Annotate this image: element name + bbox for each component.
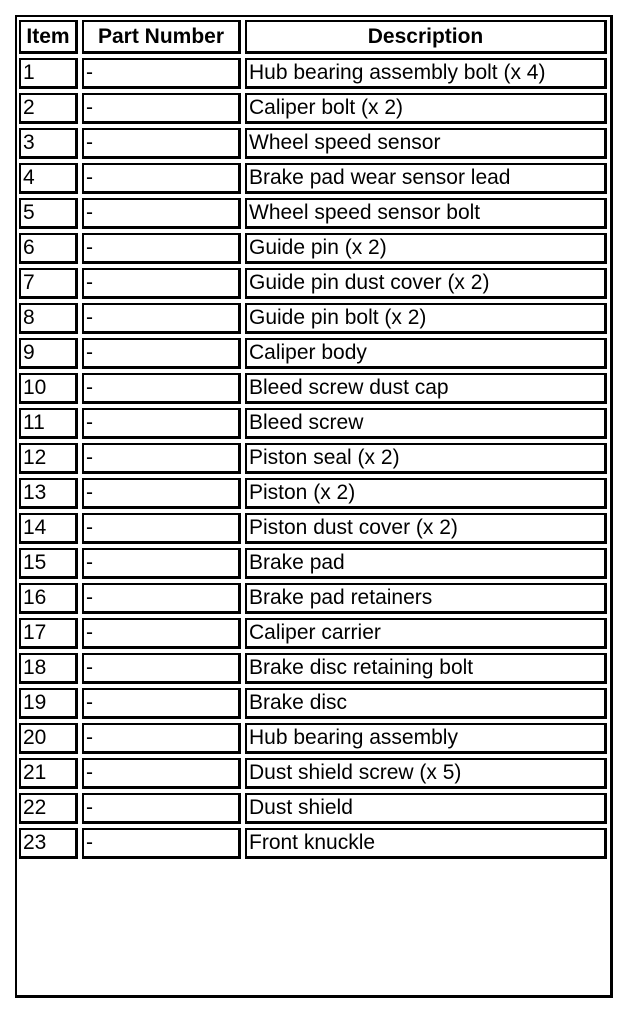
part-number-cell: - (82, 793, 241, 824)
part-number-cell: - (82, 163, 241, 194)
item-cell: 3 (19, 128, 78, 159)
table-row (19, 58, 607, 89)
description-cell: Brake pad (245, 548, 607, 579)
table-header-row (19, 20, 607, 54)
item-cell: 8 (19, 303, 78, 334)
item-cell: 19 (19, 688, 78, 719)
item-cell: 21 (19, 758, 78, 789)
part-number-cell: - (82, 688, 241, 719)
part-number-cell: - (82, 268, 241, 299)
item-cell: 1 (19, 58, 78, 89)
part-number-cell: - (82, 443, 241, 474)
part-number-cell: - (82, 723, 241, 754)
table-row (19, 408, 607, 439)
table-row (19, 478, 607, 509)
item-cell: 7 (19, 268, 78, 299)
part-number-cell: - (82, 828, 241, 859)
column-header-part-number: Part Number (82, 20, 241, 54)
description-cell: Piston (x 2) (245, 478, 607, 509)
part-number-cell: - (82, 758, 241, 789)
description-cell: Hub bearing assembly bolt (x 4) (245, 58, 607, 89)
column-header-description: Description (245, 20, 607, 54)
table-row (19, 513, 607, 544)
item-cell: 14 (19, 513, 78, 544)
table-row (19, 828, 607, 859)
description-cell: Brake disc retaining bolt (245, 653, 607, 684)
table-row (19, 548, 607, 579)
table-row (19, 303, 607, 334)
part-number-cell: - (82, 583, 241, 614)
description-cell: Front knuckle (245, 828, 607, 859)
part-number-cell: - (82, 408, 241, 439)
table-row (19, 723, 607, 754)
description-cell: Hub bearing assembly (245, 723, 607, 754)
column-header-item: Item (19, 20, 78, 54)
table-row (19, 198, 607, 229)
description-cell: Dust shield (245, 793, 607, 824)
table-row (19, 758, 607, 789)
part-number-cell: - (82, 618, 241, 649)
description-cell: Dust shield screw (x 5) (245, 758, 607, 789)
description-cell: Brake pad retainers (245, 583, 607, 614)
item-cell: 20 (19, 723, 78, 754)
description-cell: Piston dust cover (x 2) (245, 513, 607, 544)
item-cell: 11 (19, 408, 78, 439)
table-row (19, 618, 607, 649)
description-cell: Brake disc (245, 688, 607, 719)
part-number-cell: - (82, 198, 241, 229)
description-cell: Caliper body (245, 338, 607, 369)
description-cell: Piston seal (x 2) (245, 443, 607, 474)
item-cell: 22 (19, 793, 78, 824)
description-cell: Bleed screw (245, 408, 607, 439)
item-cell: 6 (19, 233, 78, 264)
table-row (19, 688, 607, 719)
description-cell: Caliper carrier (245, 618, 607, 649)
description-cell: Guide pin bolt (x 2) (245, 303, 607, 334)
table-body (19, 58, 607, 859)
part-number-cell: - (82, 128, 241, 159)
part-number-cell: - (82, 478, 241, 509)
table-row (19, 653, 607, 684)
part-number-cell: - (82, 373, 241, 404)
description-cell: Guide pin dust cover (x 2) (245, 268, 607, 299)
item-cell: 12 (19, 443, 78, 474)
item-cell: 4 (19, 163, 78, 194)
description-cell: Brake pad wear sensor lead (245, 163, 607, 194)
table-row (19, 443, 607, 474)
part-number-cell: - (82, 548, 241, 579)
parts-table (15, 16, 611, 863)
part-number-cell: - (82, 58, 241, 89)
item-cell: 9 (19, 338, 78, 369)
table-row (19, 268, 607, 299)
table-row (19, 93, 607, 124)
description-cell: Wheel speed sensor bolt (245, 198, 607, 229)
description-cell: Guide pin (x 2) (245, 233, 607, 264)
part-number-cell: - (82, 233, 241, 264)
item-cell: 23 (19, 828, 78, 859)
table-row (19, 373, 607, 404)
item-cell: 16 (19, 583, 78, 614)
part-number-cell: - (82, 303, 241, 334)
description-cell: Bleed screw dust cap (245, 373, 607, 404)
item-cell: 17 (19, 618, 78, 649)
table-row (19, 338, 607, 369)
table-row (19, 793, 607, 824)
description-cell: Wheel speed sensor (245, 128, 607, 159)
item-cell: 5 (19, 198, 78, 229)
part-number-cell: - (82, 653, 241, 684)
item-cell: 15 (19, 548, 78, 579)
table-row (19, 128, 607, 159)
item-cell: 2 (19, 93, 78, 124)
table-row (19, 583, 607, 614)
item-cell: 18 (19, 653, 78, 684)
part-number-cell: - (82, 93, 241, 124)
table-row (19, 233, 607, 264)
table-row (19, 163, 607, 194)
part-number-cell: - (82, 338, 241, 369)
description-cell: Caliper bolt (x 2) (245, 93, 607, 124)
item-cell: 13 (19, 478, 78, 509)
part-number-cell: - (82, 513, 241, 544)
item-cell: 10 (19, 373, 78, 404)
